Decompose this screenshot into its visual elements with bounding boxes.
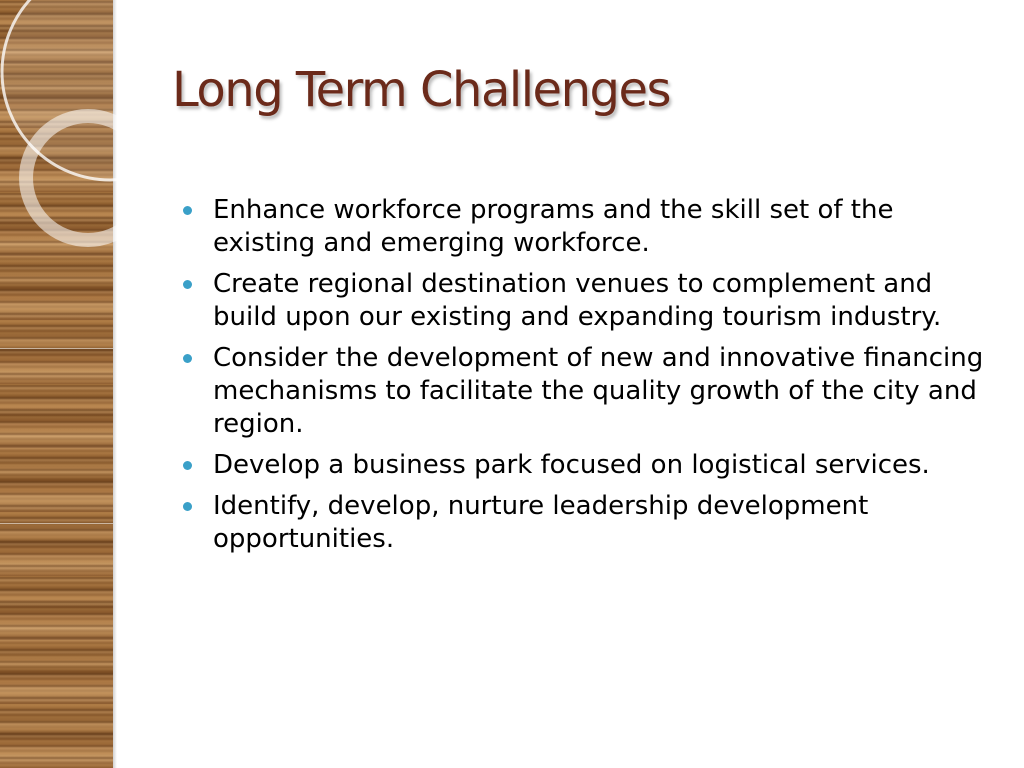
- bullet-dot-icon: [183, 461, 192, 470]
- bullet-item: [183, 490, 993, 556]
- bullet-text: Enhance workforce programs and the skill set of the existing and emerging workforce.: [213, 195, 894, 258]
- bullet-item: [183, 194, 993, 260]
- bullet-text: Identify, develop, nurture leadership development opportunities.: [213, 491, 869, 554]
- wood-seam-divider: [0, 523, 113, 524]
- bullet-item: [183, 342, 993, 441]
- bullet-dot-icon: [183, 280, 192, 289]
- bullet-text: Consider the development of new and innovative financing mechanisms to facilitate the quality growth of the city and region.: [213, 343, 984, 439]
- bullet-dot-icon: [183, 354, 192, 363]
- bullet-dot-icon: [183, 502, 192, 511]
- bullet-item: [183, 449, 993, 482]
- bullet-item: [183, 268, 993, 334]
- bullet-text: Develop a business park focused on logistical services.: [213, 450, 930, 480]
- bullet-dot-icon: [183, 206, 192, 215]
- bullet-list: [183, 194, 993, 564]
- slide-title: Long Term Challenges: [172, 62, 670, 118]
- wood-seam-divider: [0, 348, 113, 349]
- bullet-text: Create regional destination venues to complement and build upon our existing and expanding tourism industry.: [213, 269, 942, 332]
